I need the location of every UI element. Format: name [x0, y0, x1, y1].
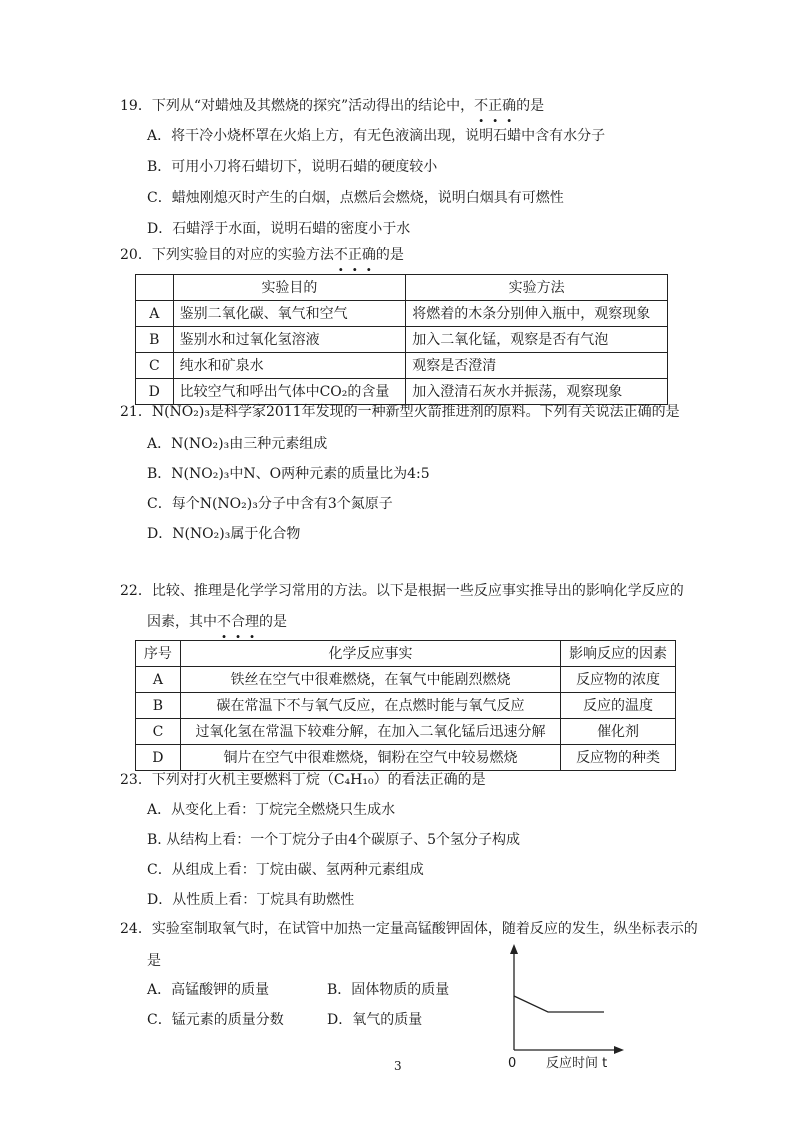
q21-stem: 21．N(NO₂)₃是科学家2011年发现的一种新型火箭推进剂的原料。下列有关说法正确的是 — [120, 404, 680, 420]
q23-stem: 23．下列对打火机主要燃料丁烷（C₄H₁₀）的看法正确的是 — [120, 772, 486, 788]
q22-stem-line2: 因素，其中不合理的是 — [147, 614, 287, 630]
table-row: D 比较空气和呼出气体中CO₂的含量 加入澄清石灰水并振荡，观察现象 — [136, 379, 668, 405]
table-row: C 过氧化氢在常温下较难分解，在加入二氧化锰后迅速分解 催化剂 — [136, 719, 676, 745]
q23-option-c: C．从组成上看：丁烷由碳、氢两种元素组成 — [147, 862, 424, 878]
table-header-row: 实验目的 实验方法 — [136, 275, 668, 301]
table-row: A 鉴别二氧化碳、氧气和空气 将燃着的木条分别伸入瓶中，观察现象 — [136, 301, 668, 327]
graph-curve — [514, 996, 604, 1012]
q22-stem-line1: 22．比较、推理是化学学习常用的方法。以下是根据一些反应事实推导出的影响化学反应的 — [120, 583, 684, 599]
q19-option-c: C．蜡烛刚熄灭时产生的白烟，点燃后会燃烧，说明白烟具有可燃性 — [147, 190, 564, 206]
table-row: C 纯水和矿泉水 观察是否澄清 — [136, 353, 668, 379]
q21-option-a: A．N(NO₂)₃由三种元素组成 — [147, 436, 328, 452]
q19-option-d: D．石蜡浮于水面，说明石蜡的密度小于水 — [147, 221, 411, 237]
q19-stem: 19．下列从“对蜡烛及其燃烧的探究”活动得出的结论中，不正确的是 — [120, 98, 545, 114]
q23-option-b: B. 从结构上看：一个丁烷分子由4个碳原子、5个氢分子构成 — [147, 832, 521, 848]
q19-option-a: A．将干冷小烧杯罩在火焰上方，有无色液滴出现，说明石蜡中含有水分子 — [147, 128, 606, 144]
table-row: B 碳在常温下不与氧气反应，在点燃时能与氧气反应 反应的温度 — [136, 693, 676, 719]
q24-stem-line1: 24．实验室制取氧气时，在试管中加热一定量高锰酸钾固体，随着反应的发生，纵坐标表示的 — [120, 921, 698, 937]
q24-option-c: C．锰元素的质量分数 — [147, 1012, 284, 1028]
q21-option-c: C．每个N(NO₂)₃分子中含有3个氮原子 — [147, 496, 393, 512]
table-row: D 铜片在空气中很难燃烧，铜粉在空气中较易燃烧 反应物的种类 — [136, 745, 676, 771]
q23-option-d: D．从性质上看：丁烷具有助燃性 — [147, 892, 355, 908]
table-row: A 铁丝在空气中很难燃烧，在氧气中能剧烈燃烧 反应物的浓度 — [136, 667, 676, 693]
table-header-row: 序号 化学反应事实 影响反应的因素 — [136, 641, 676, 667]
q20-table — [135, 274, 668, 405]
x-axis-arrow — [614, 1046, 624, 1054]
page-number: 3 — [394, 1059, 402, 1073]
q20-stem: 20．下列实验目的对应的实验方法不正确的是 — [120, 247, 404, 263]
q19-option-b: B．可用小刀将石蜡切下，说明石蜡的硬度较小 — [147, 159, 438, 175]
q21-option-d: D．N(NO₂)₃属于化合物 — [147, 526, 301, 542]
q24-option-a: A．高锰酸钾的质量 — [147, 982, 270, 998]
graph-x-label: 反应时间 t — [546, 1056, 608, 1071]
table-row: B 鉴别水和过氧化氢溶液 加入二氧化锰，观察是否有气泡 — [136, 327, 668, 353]
y-axis-arrow — [510, 944, 518, 954]
q24-stem-line2: 是 — [147, 953, 161, 969]
graph-origin-label: 0 — [508, 1056, 517, 1071]
q23-option-a: A．从变化上看：丁烷完全燃烧只生成水 — [147, 802, 396, 818]
q21-option-b: B．N(NO₂)₃中N、O两种元素的质量比为4:5 — [147, 466, 430, 482]
q22-table — [135, 640, 676, 771]
q24-option-d: D．氧气的质量 — [327, 1012, 423, 1028]
q24-option-b: B．固体物质的质量 — [327, 982, 450, 998]
